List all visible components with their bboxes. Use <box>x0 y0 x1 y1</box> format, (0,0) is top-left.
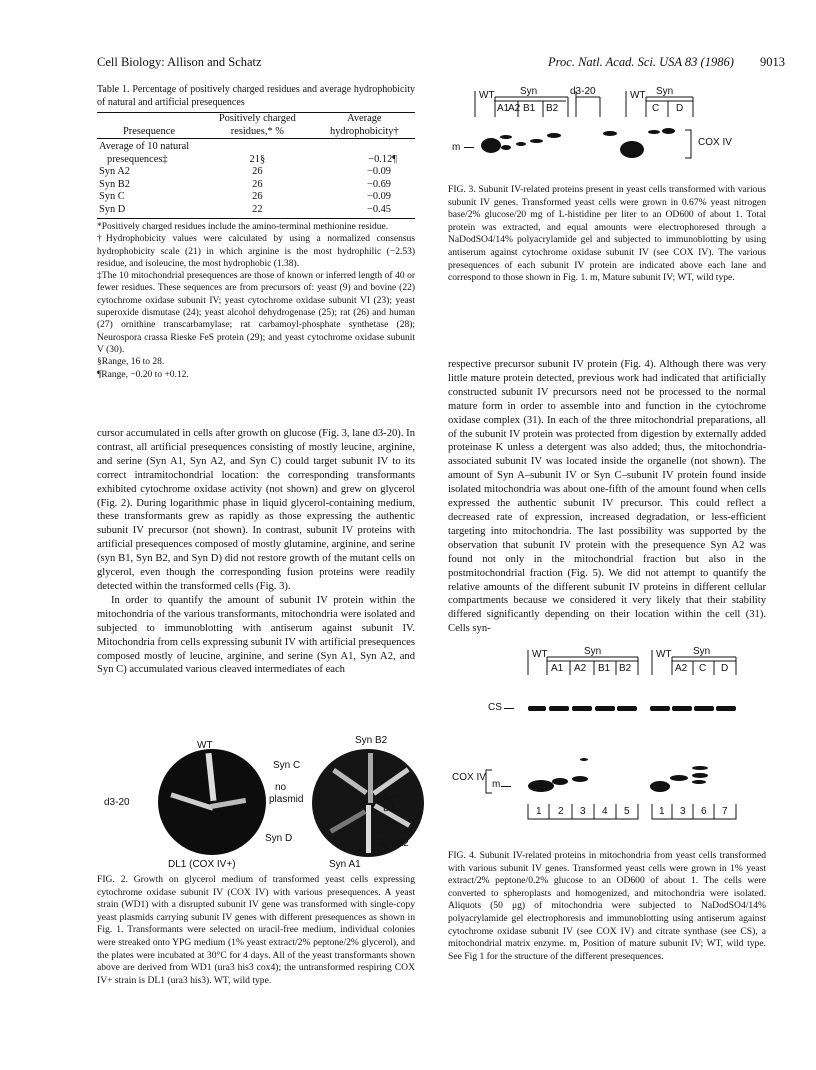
lane-label-wt: WT <box>479 90 495 101</box>
gel-band <box>552 778 568 785</box>
paragraph: respective precursor subunit IV protein (Fig. 4). Although there was very little mature protein detected, previous work had indicated that artificially constructed subunit IV precursors need not be processed to the normal mature form in order to assemble into and function in the cytochrome oxidase complex (31). In each of the three mitochondrial preparations, all of the subunit IV protein was protected from digestion by externally added proteinase K unless a detergent was also added; thus, the mitochondria-associated subunit IV was located inside the organelle (not shown). The amount of Syn A–subunit IV or Syn C–subunit IV protein found inside isolated mitochondria was about one-fifth of the amount found when cells expressed the authentic subunit IV precursor. This could reflect a decreased rate of expression, increased degradation, or less-efficient targeting into mitochondria. The last possibility was supported by the observation that subunit IV protein with the presequence Syn A2 was found not only in the mitochondrial fraction but also in the postmitochondrial fraction (Fig. 5). We did not attempt to quantify the relative amounts of the different subunit IV proteins in different cellular compartments because we considered it very likely that their stability differed significantly depending on their location within the cell (31). Cells syn- <box>448 359 766 635</box>
label-cox-iv: COX IV <box>698 137 732 148</box>
lane-number: 5 <box>624 806 630 817</box>
gel-band <box>692 766 708 770</box>
col-head-hydro-a: Average <box>347 113 382 124</box>
lane-label-a1: A1 <box>497 103 510 114</box>
running-head-right: Proc. Natl. Acad. Sci. USA 83 (1986) <box>548 55 734 69</box>
gel-band <box>516 142 526 146</box>
lane-label-c: C <box>652 103 660 114</box>
gel-band <box>549 706 569 711</box>
row-natural-hydro: −0.12¶ <box>368 153 397 165</box>
table-row: Syn A2 26 −0.09 <box>99 166 391 177</box>
label-syn-a2: Syn A2 <box>377 838 409 849</box>
lane-label-a2: A2 <box>508 103 521 114</box>
lane-label-wt: WT <box>532 649 548 660</box>
gel-band <box>662 128 675 134</box>
lane-number: 4 <box>602 806 608 817</box>
lane-label-syn: Syn <box>656 86 674 97</box>
gel-band <box>530 139 543 143</box>
label-no: no <box>275 782 287 793</box>
table-row: Syn D 22 −0.45 <box>99 203 391 215</box>
arrow-m <box>464 147 474 148</box>
label-m: m <box>452 142 461 153</box>
lane-number: 3 <box>580 806 586 817</box>
lane-label-b2: B2 <box>619 663 632 674</box>
footnote: ‡The 10 mitochondrial presequences are those of known or inferred length of 40 or fewer residues. These sequences are from precursors of: yeast (9) and bovine (22) cytochrome oxidase subunit IV; yeast cytochrome oxidase subunit VI (23); yeast superoxide dismutase (24); yeast alcohol dehydrogenase (25); rat (26) and human (27) ornithine transcarbamylase; rat carbamoyl-phosphate synthetase (28); Neurospora crassa Rieske FeS protein (29); and yeast cytochrome oxidase subunit V (30). <box>97 271 415 355</box>
table-row: Syn B2 26 −0.69 <box>99 178 391 190</box>
lane-label-wt: WT <box>630 90 646 101</box>
gel-band <box>617 706 637 711</box>
label-d3-20: d3-20 <box>104 797 130 808</box>
gel-band <box>528 706 546 711</box>
figure-2-caption: FIG. 2. Growth on glycerol medium of transformed yeast cells expressing cytochrome oxidase subunit IV (COX IV) with various presequences. A yeast strain (WD1) with a disrupted subunit IV gene was transformed with single-copy yeast plasmids carrying subunit IV genes with different presequences as shown in Fig. 1. Transformants were selected on uracil-free medium, individual colonies were streaked onto YPG medium (1% yeast extract/2% peptone/2% glycerol), and the plates were incubated at 30°C for 4 days. All of the yeast transformants shown above are derived from WD1 (ura3 his3 cox4); the untransformed respiring COX IV+ strain is DL1 (ura3 his3). WT, wild type. <box>97 874 415 986</box>
lane-label-b1: B1 <box>523 103 536 114</box>
table-row: Syn C 26 −0.09 <box>99 191 391 202</box>
right-body-text <box>448 358 766 636</box>
lane-label-syn: Syn <box>693 646 711 657</box>
paragraph: In order to quantify the amount of subunit IV protein within the mitochondria of the various transformants, mitochondria were isolated and subjected to immunoblotting with antiserum against subunit IV. Mitochondria from cells expressing subunit IV with artificial presequences composed mostly of leucine, arginine, and serine (Syn A1, Syn A2, and Syn C) accumulated various cleaved intermediates of each <box>97 594 415 676</box>
gel-band <box>481 138 501 153</box>
gel-band <box>603 131 617 136</box>
lane-number: 1 <box>659 806 665 817</box>
gel-band <box>547 133 561 138</box>
lane-label-c: C <box>699 663 707 674</box>
label-plasmid: plasmid <box>269 794 304 805</box>
col-head-charged-b: residues,* % <box>230 125 284 137</box>
gel-band <box>692 773 708 778</box>
lane-number: 1 <box>536 806 542 817</box>
gel-band <box>650 706 670 711</box>
label-syn-b1: Syn B1 <box>383 792 401 814</box>
running-head-left: Cell Biology: Allison and Schatz <box>97 55 262 69</box>
label-syn-a1: Syn A1 <box>329 859 361 870</box>
figure-4-caption: FIG. 4. Subunit IV-related proteins in mitochondria from yeast cells transformed with various subunit IV genes. Transformed yeast cells were grown in 1% yeast extract/2% peptone/0.2% glucose to an OD600 of about 1. The cells were converted to spheroplasts and homogenized, and mitochondria were isolated. Aliquots (50 μg) of mitochondria were subjected to NaDodSO4/14% polyacrylamide gel electrophoresis and immunoblotting using antiserum against cytochrome oxidase subunit IV (see COX IV) and citrate synthase (see CS), a mitochondrial matrix enzyme. m, Position of mature subunit IV; WT, wild type. See Fig 1 for the structure of the different presequences. <box>448 850 766 962</box>
table-title: Table 1. Percentage of positively charged residues and average hydrophobicity of natural and artificial presequences <box>97 84 415 108</box>
lane-number: 6 <box>701 806 707 817</box>
label-m: m <box>492 779 501 790</box>
lane-label-a1: A1 <box>551 663 564 674</box>
lane-label-syn: Syn <box>584 646 602 657</box>
footnote: †Hydrophobicity values were calculated by using a normalized consensus hydrophobicity scale (21) in which arginine is the most hydrophilic (−2.53) residue, and isoleucine, the most hydrophobic (1.38). <box>97 234 415 269</box>
col-head-charged-a: Positively charged <box>218 113 296 124</box>
table-footnotes <box>97 221 415 381</box>
gel-band <box>580 758 588 761</box>
lane-label-d: D <box>676 103 684 114</box>
gel-band <box>692 780 706 784</box>
gel-band <box>595 706 615 711</box>
label-syn-b2: Syn B2 <box>355 735 388 746</box>
figure-4 <box>448 645 766 820</box>
gel-band <box>500 135 512 139</box>
gel-band <box>650 781 670 792</box>
label-syn-d: Syn D <box>265 833 293 844</box>
gel-band <box>672 706 692 711</box>
gel-band <box>572 776 588 782</box>
label-cox-iv: COX IV <box>452 772 486 783</box>
gel-band <box>528 780 554 792</box>
lane-label-a2: A2 <box>675 663 688 674</box>
figure-2 <box>97 735 415 870</box>
col-head-presequence: Presequence <box>123 125 175 137</box>
gel-band <box>572 706 592 711</box>
table-1 <box>97 83 415 381</box>
figure-3-lane-brackets <box>448 85 766 125</box>
culture-plate-left <box>158 749 266 855</box>
page-number: 9013 <box>760 55 785 69</box>
footnote: *Positively charged residues include the amino-terminal methionine residue. <box>97 222 389 232</box>
lane-label-wt: WT <box>656 649 672 660</box>
label-syn-c: Syn C <box>273 760 301 771</box>
figure-3-caption: FIG. 3. Subunit IV-related proteins present in yeast cells transformed with various subunit IV genes. Transformed yeast cells were grown in 0.67% yeast nitrogen base/2% glucose/20 mg of L-histidine per liter to an OD600 of about 1. Total protein was extracted, and equal amounts were electrophoresed through a NaDodSO4/14% polyacrylamide gel and subjected to immunoblotting by using antiserum against cytochrome oxidase subunit IV (see COX IV). The various presequences of each subunit IV protein are indicated above each lane and correspond to those shown in Fig. 1. m, Mature subunit IV; WT, wild type. <box>448 184 766 284</box>
label-cs: CS <box>488 702 502 713</box>
lane-label-d: D <box>721 663 729 674</box>
row-natural-label-a: Average of 10 natural <box>99 141 190 152</box>
lane-number: 3 <box>680 806 686 817</box>
lane-number: 7 <box>722 806 728 817</box>
bracket-cox <box>684 129 694 159</box>
left-body-text <box>97 427 415 677</box>
arrow-cs <box>504 708 514 709</box>
figure-3 <box>448 85 766 165</box>
table-body <box>97 113 415 219</box>
gel-band <box>620 141 644 158</box>
gel-band <box>670 775 688 781</box>
lane-label-a2: A2 <box>574 663 587 674</box>
gel-band <box>716 706 736 711</box>
lane-label-b2: B2 <box>546 103 559 114</box>
label-wt: WT <box>197 740 213 751</box>
lane-number: 2 <box>558 806 564 817</box>
footnote: §Range, 16 to 28. <box>97 357 165 368</box>
row-natural-label-b: presequences‡ <box>107 153 168 165</box>
gel-band <box>694 706 714 711</box>
lane-label-syn: Syn <box>520 86 538 97</box>
col-head-hydro-b: hydrophobicity† <box>330 125 399 137</box>
row-natural-charged: 21§ <box>249 153 266 165</box>
lane-label-d3-20: d3-20 <box>570 86 596 97</box>
footnote: ¶Range, −0.20 to +0.12. <box>97 369 189 380</box>
arrow-m <box>501 786 511 787</box>
gel-band <box>648 130 660 134</box>
lane-label-b1: B1 <box>598 663 611 674</box>
paragraph: cursor accumulated in cells after growth on glucose (Fig. 3, lane d3-20). In contrast, all artificial presequences consisting of mostly leucine, arginine, and serine (Syn A1, Syn A2, and Syn C) could target subunit IV to its correct intramitochondrial location: the corresponding transformants exhibited cytochrome oxidase activity (not shown) and grew on glycerol (Fig. 2). During logarithmic phase in liquid glycerol-containing medium, these transformants grew as rapidly as those expressing the authentic subunit IV precursor (not shown). In contrast, subunit IV proteins with artificial presequences composed of mostly glutamine, arginine, and serine (syn B1, Syn B2, and Syn D) did not restore growth of the mutant cells on glycerol, even though the corresponding fusion proteins were readily detected within the transformed cells (Fig. 3). <box>97 428 415 592</box>
label-dl1: DL1 (COX IV+) <box>168 859 236 870</box>
gel-band <box>501 145 511 150</box>
